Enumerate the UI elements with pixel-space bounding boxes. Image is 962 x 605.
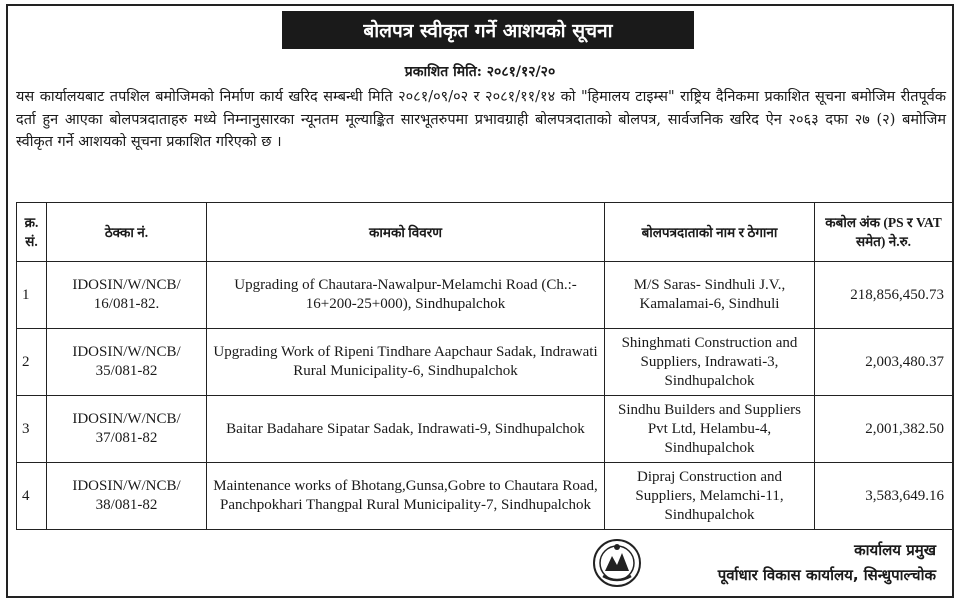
published-date: प्रकाशित मिति: २०८१/१२/२० — [404, 64, 556, 80]
row-amount: 3,583,649.16 — [815, 463, 953, 530]
table-row — [17, 329, 953, 396]
row-description: Upgrading Work of Ripeni Tindhare Aapchaur Sadak, Indrawati Rural Municipality-6, Sindhupalchok — [207, 329, 605, 396]
header-amount: कबोल अंक (PS र VAT समेत) ने.रु. — [815, 203, 953, 262]
table-row — [17, 262, 953, 329]
table-header-row — [17, 203, 953, 262]
office-name: पूर्वाधार विकास कार्यालय, सिन्धुपाल्चोक — [717, 566, 936, 584]
row-sn: 2 — [17, 329, 47, 396]
header-contract-no: ठेक्का नं. — [47, 203, 207, 262]
row-contract-no: IDOSIN/W/NCB/ 16/081-82. — [47, 262, 207, 329]
nepal-emblem-icon — [592, 538, 642, 588]
intro-paragraph: यस कार्यालयबाट तपशिल बमोजिमको निर्माण कार्य खरिद सम्बन्धी मिति २०८१/०९/०२ र २०८१/११/१४ को "हिमालय टाइम्स" राष्ट्रिय दैनिकमा प्रकाशित सूचना बमोजिम रीतपूर्वक दर्ता हुन आएका बोलपत्रदाताहरु मध्ये निम्नानुसारका न्यूनतम मूल्याङ्कित सारभूतरुपमा प्रभावग्राही बोलपत्रदाताको बोलपत्र, सार्वजनिक खरिद ऐन २०६३ दफा २७ (२) बमोजिम स्वीकृत गर्ने आशयको सूचना प्रकाशित गरिएको छ । — [16, 89, 946, 150]
header-description: कामको विवरण — [207, 203, 605, 262]
row-bidder: M/S Saras- Sindhuli J.V., Kamalamai-6, Sindhuli — [605, 262, 815, 329]
header-bidder: बोलपत्रदाताको नाम र ठेगाना — [605, 203, 815, 262]
row-bidder: Dipraj Construction and Suppliers, Melamchi-11, Sindhupalchok — [605, 463, 815, 530]
row-contract-no: IDOSIN/W/NCB/ 38/081-82 — [47, 463, 207, 530]
row-bidder: Shinghmati Construction and Suppliers, Indrawati-3, Sindhupalchok — [605, 329, 815, 396]
row-amount: 218,856,450.73 — [815, 262, 953, 329]
office-head: कार्यालय प्रमुख — [854, 541, 936, 559]
row-sn: 3 — [17, 396, 47, 463]
table-row — [17, 463, 953, 530]
notice-title: बोलपत्र स्वीकृत गर्ने आशयको सूचना — [282, 11, 694, 49]
row-amount: 2,001,382.50 — [815, 396, 953, 463]
row-contract-no: IDOSIN/W/NCB/ 37/081-82 — [47, 396, 207, 463]
notice-frame — [6, 4, 954, 598]
row-description: Upgrading of Chautara-Nawalpur-Melamchi Road (Ch.:- 16+200-25+000), Sindhupalchok — [207, 262, 605, 329]
row-sn: 4 — [17, 463, 47, 530]
row-sn: 1 — [17, 262, 47, 329]
row-contract-no: IDOSIN/W/NCB/ 35/081-82 — [47, 329, 207, 396]
row-description: Baitar Badahare Sipatar Sadak, Indrawati-9, Sindhupalchok — [207, 396, 605, 463]
row-description: Maintenance works of Bhotang,Gunsa,Gobre to Chautara Road, Panchpokhari Thangpal Rural Municipality-7, Sindhupalchok — [207, 463, 605, 530]
header-sn: क्र. सं. — [17, 203, 47, 262]
office-signature — [718, 538, 936, 588]
table-row — [17, 396, 953, 463]
row-amount: 2,003,480.37 — [815, 329, 953, 396]
contracts-table — [16, 202, 953, 530]
row-bidder: Sindhu Builders and Suppliers Pvt Ltd, Helambu-4, Sindhupalchok — [605, 396, 815, 463]
